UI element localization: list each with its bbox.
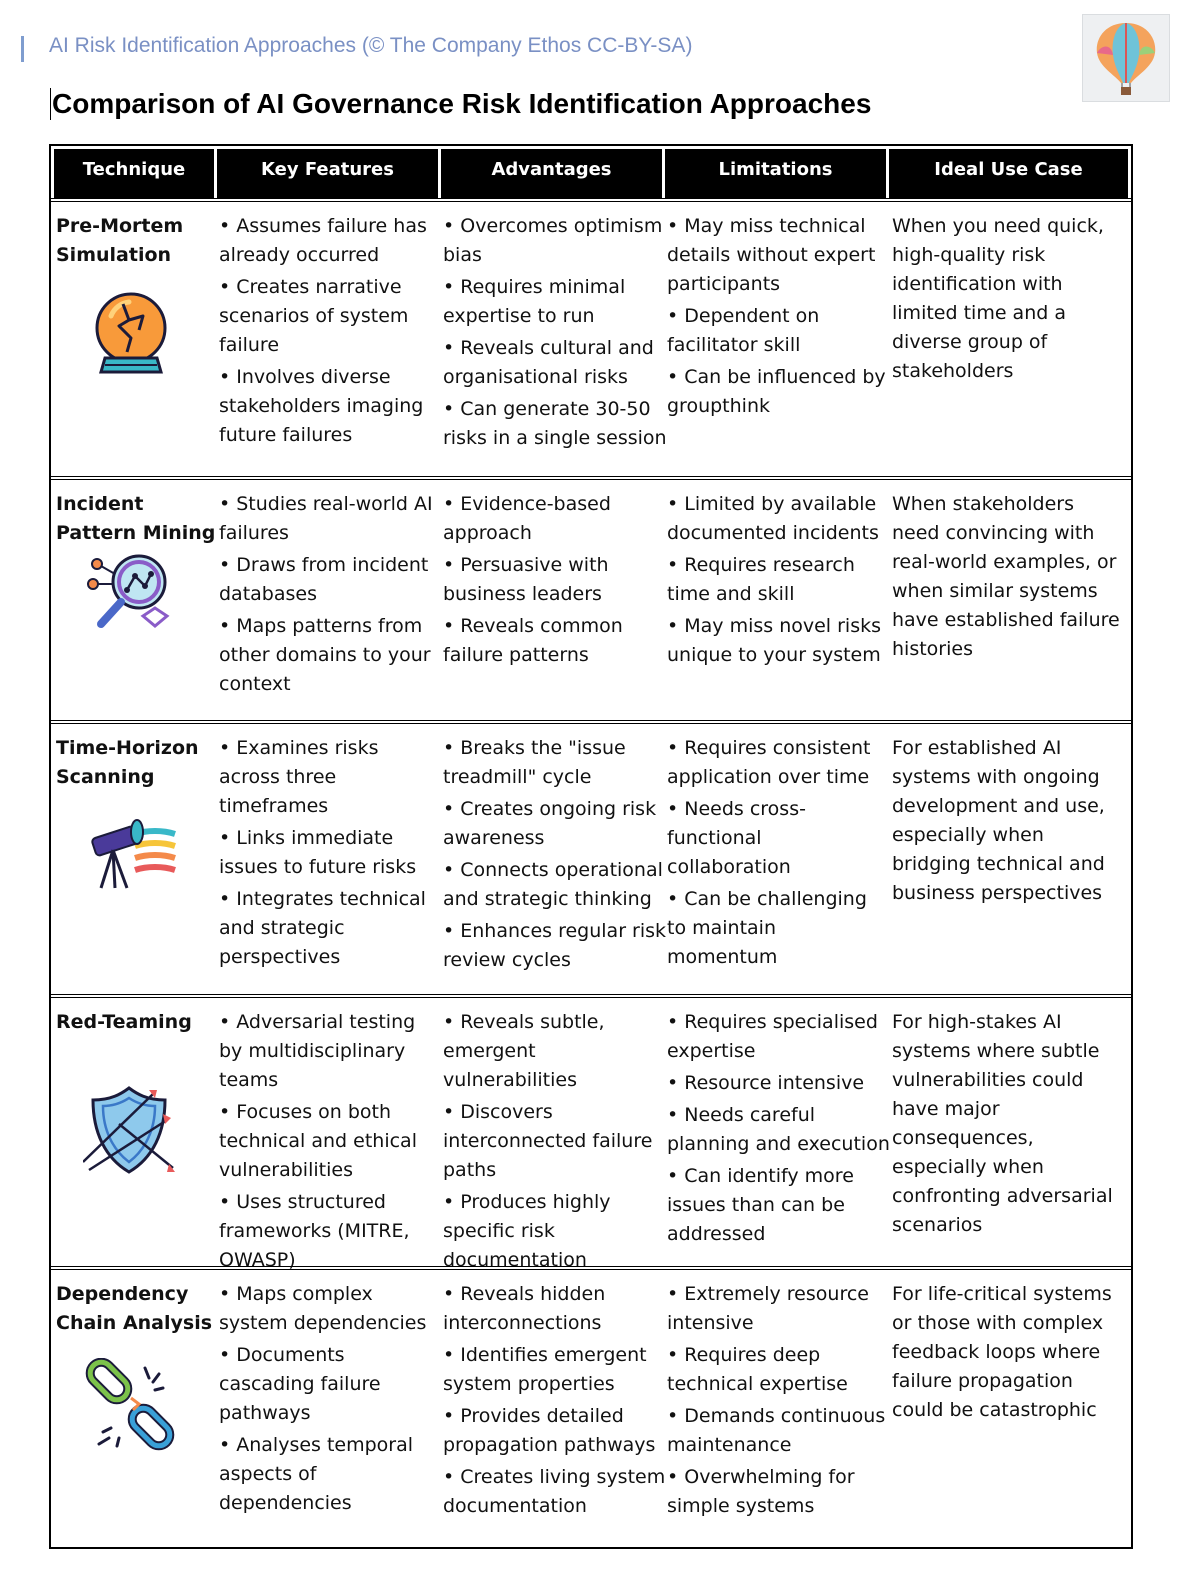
limitation-item: • Limited by available documented incidents	[667, 493, 879, 544]
use-case-cell: For high-stakes AI systems where subtle vulnerabilities could have major consequences, especially when confronting adversarial scenarios	[892, 1011, 1113, 1236]
use-case-cell: When you need quick, high-quality risk identification with limited time and a diverse group of stakeholders	[892, 215, 1104, 382]
advantage-item: • Identifies emergent system properties	[443, 1344, 647, 1395]
advantage-item: • Can generate 30-50 risks in a single session	[443, 398, 667, 449]
advantage-item: • Reveals hidden interconnections	[443, 1283, 606, 1334]
limitation-item: • Requires deep technical expertise	[667, 1344, 848, 1395]
advantage-item: • Connects operational and strategic thinking	[443, 859, 663, 910]
advantage-item: • Requires minimal expertise to run	[443, 276, 626, 327]
advantages-cell	[443, 212, 667, 456]
technique-name: Incident Pattern Mining	[56, 493, 216, 544]
key-features-cell	[219, 212, 443, 453]
feature-item: • Studies real-world AI failures	[219, 493, 433, 544]
use-case-cell: When stakeholders need convincing with real-world examples, or when similar systems have established failure histories	[892, 493, 1120, 660]
feature-item: • Documents cascading failure pathways	[219, 1344, 381, 1424]
advantage-item: • Reveals cultural and organisational risks	[443, 337, 654, 388]
crystal-ball-icon	[83, 286, 179, 382]
advantage-item: • Overcomes optimism bias	[443, 215, 663, 266]
comparison-table	[49, 144, 1133, 1549]
limitation-item: • Requires research time and skill	[667, 554, 855, 605]
key-features-cell	[219, 490, 443, 702]
limitations-cell	[667, 1008, 891, 1252]
limitation-item: • Needs cross-functional collaboration	[667, 798, 806, 878]
feature-item: • Creates narrative scenarios of system failure	[219, 276, 409, 356]
advantage-item: • Provides detailed propagation pathways	[443, 1405, 656, 1456]
magnifying-glass-network-icon	[83, 546, 179, 642]
advantage-item: • Enhances regular risk review cycles	[443, 920, 667, 971]
page-title: Comparison of AI Governance Risk Identification Approaches	[52, 88, 872, 119]
table-row	[51, 994, 1131, 1271]
limitation-item: • Resource intensive	[667, 1072, 865, 1094]
advantages-cell	[443, 1008, 667, 1278]
feature-item: • Draws from incident databases	[219, 554, 429, 605]
header-accent-bar	[21, 36, 24, 62]
feature-item: • Involves diverse stakeholders imaging future failures	[219, 366, 424, 446]
feature-item: • Focuses on both technical and ethical vulnerabilities	[219, 1101, 417, 1181]
broken-chain-icon	[83, 1358, 179, 1454]
feature-item: • Uses structured frameworks (MITRE, OWASP)	[219, 1191, 410, 1271]
feature-item: • Maps complex system dependencies	[219, 1283, 427, 1334]
limitations-cell	[667, 212, 891, 424]
limitation-item: • Can be influenced by groupthink	[667, 366, 886, 417]
advantage-item: • Discovers interconnected failure paths	[443, 1101, 653, 1181]
feature-item: • Integrates technical and strategic perspectives	[219, 888, 426, 968]
technique-name: Time-Horizon Scanning	[56, 737, 199, 788]
feature-item: • Analyses temporal aspects of dependencies	[219, 1434, 414, 1514]
limitation-item: • Can be challenging to maintain momentum	[667, 888, 867, 968]
telescope-icon	[83, 816, 179, 912]
technique-name: Dependency Chain Analysis	[56, 1283, 213, 1334]
shield-arrows-icon	[83, 1084, 179, 1180]
column-header-limitations: Limitations	[665, 149, 889, 199]
hot-air-balloon-logo	[1082, 14, 1170, 102]
advantage-item: • Breaks the "issue treadmill" cycle	[443, 737, 626, 788]
column-header-technique: Technique	[54, 149, 217, 199]
limitation-item: • Demands continuous maintenance	[667, 1405, 886, 1456]
feature-item: • Links immediate issues to future risks	[219, 827, 417, 878]
limitations-cell	[667, 490, 891, 673]
key-features-cell	[219, 734, 443, 975]
column-header-ideal-use-case: Ideal Use Case	[934, 159, 1083, 180]
advantage-item: • Reveals common failure patterns	[443, 615, 623, 666]
advantages-cell	[443, 734, 667, 978]
advantage-item: • Produces highly specific risk documentation	[443, 1191, 611, 1271]
feature-item: • Adversarial testing by multidisciplinary teams	[219, 1011, 416, 1091]
limitation-item: • May miss technical details without expert participants	[667, 215, 876, 295]
technique-name: Red-Teaming	[56, 1011, 192, 1033]
advantages-cell	[443, 490, 667, 673]
advantage-item: • Persuasive with business leaders	[443, 554, 609, 605]
column-header-advantages: Advantages	[441, 149, 665, 199]
limitation-item: • Can identify more issues than can be addressed	[667, 1165, 854, 1245]
technique-name: Pre-Mortem Simulation	[56, 215, 184, 266]
advantages-cell	[443, 1280, 667, 1524]
advantage-item: • Reveals subtle, emergent vulnerabilities	[443, 1011, 605, 1091]
key-features-cell	[219, 1008, 443, 1278]
advantage-item: • Creates living system documentation	[443, 1466, 666, 1517]
limitation-item: • Extremely resource intensive	[667, 1283, 869, 1334]
table-row	[51, 476, 1131, 720]
feature-item: • Maps patterns from other domains to your context	[219, 615, 431, 695]
document-header: AI Risk Identification Approaches (© The Company Ethos CC-BY-SA)	[49, 34, 693, 57]
use-case-cell: For established AI systems with ongoing development and use, especially when bridging technical and business perspectives	[892, 737, 1105, 904]
limitation-item: • Requires consistent application over time	[667, 737, 871, 788]
limitations-cell	[667, 734, 891, 975]
feature-item: • Examines risks across three timeframes	[219, 737, 379, 817]
limitation-item: • Needs careful planning and execution	[667, 1104, 890, 1155]
column-header-key-features: Key Features	[217, 149, 441, 199]
table-header-row	[54, 149, 1128, 199]
table-row	[51, 1266, 1131, 1547]
table-row	[51, 198, 1131, 476]
limitation-item: • May miss novel risks unique to your system	[667, 615, 882, 666]
advantage-item: • Evidence-based approach	[443, 493, 611, 544]
limitation-item: • Overwhelming for simple systems	[667, 1466, 855, 1517]
limitation-item: • Requires specialised expertise	[667, 1011, 878, 1062]
advantage-item: • Creates ongoing risk awareness	[443, 798, 657, 849]
limitations-cell	[667, 1280, 891, 1524]
key-features-cell	[219, 1280, 443, 1521]
feature-item: • Assumes failure has already occurred	[219, 215, 427, 266]
use-case-cell: For life-critical systems or those with complex feedback loops where failure propagation could be catastrophic	[892, 1283, 1112, 1421]
table-row	[51, 720, 1131, 994]
limitation-item: • Dependent on facilitator skill	[667, 305, 820, 356]
